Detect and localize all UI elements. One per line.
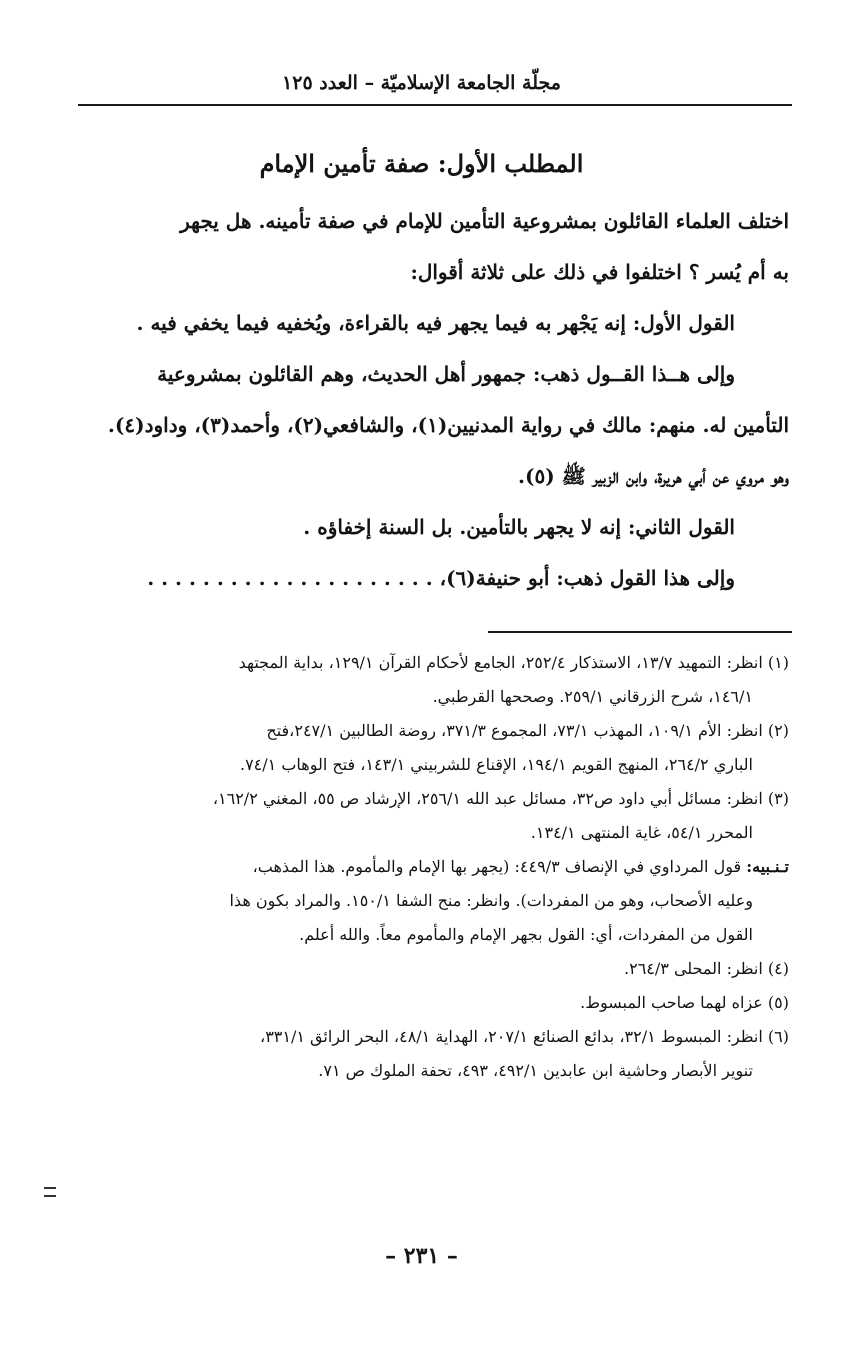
- footnote-line: (١) انظر: التمهيد ١٣/٧، الاستذكار ٢٥٢/٤، الجامع لأحكام القرآن ١٢٩/١، بداية المجتهد: [238, 653, 789, 672]
- footnote-note-text: قول المرداوي في الإنصاف ٤٤٩/٣: (يجهر بها الإمام والمأموم. هذا المذهب،: [252, 857, 747, 876]
- footnote-note-label: تـنـبيه:: [746, 857, 789, 876]
- footnote-line: تنوير الأبصار وحاشية ابن عابدين ٤٩٢/١، ٤٩٣، تحفة الملوك ص ٧١.: [318, 1061, 753, 1080]
- footnote-line: (٣) انظر: مسائل أبي داود ص٣٢، مسائل عبد الله ٢٥٦/١، الإرشاد ص ٥٥، المغني ١٦٢/٢،: [212, 789, 789, 808]
- footnotes: [54, 646, 789, 1088]
- body-line: به أم يُسر ؟ اختلفوا في ذلك على ثلاثة أقوال:: [410, 260, 789, 284]
- body-line: اختلف العلماء القائلون بمشروعية التأمين للإمام في صفة تأمينه. هل يجهر: [180, 209, 789, 233]
- running-header: مجلّة الجامعة الإسلاميّة – العدد ١٢٥: [282, 72, 561, 94]
- footnote-note-line: [54, 850, 789, 884]
- header-rule: [78, 104, 792, 106]
- footnote-line: المحرر ٥٤/١، غاية المنتهى ١٣٤/١.: [530, 823, 753, 842]
- footnote-line: (٢) انظر: الأم ١٠٩/١، المهذب ٧٣/١، المجموع ٣٧١/٣، روضة الطالبين ٢٤٧/١،فتح: [266, 721, 789, 740]
- page-number: – ٢٣١ –: [385, 1243, 458, 1269]
- body-line: وإلى هــذا القــول ذهب: جمهور أهل الحديث، وهم القائلون بمشروعية: [157, 362, 735, 386]
- body-line: التأمين له. منهم: مالك في رواية المدنيين(١)، والشافعي(٢)، وأحمد(٣)، وداود(٤).: [107, 413, 789, 437]
- footnote-line: الباري ٢٦٤/٢، المنهج القويم ١٩٤/١، الإقناع للشربيني ١٤٣/١، فتح الوهاب ٧٤/١.: [239, 755, 753, 774]
- footnote-line: وعليه الأصحاب، وهو من المفردات). وانظر: منح الشفا ١٥٠/١. والمراد بكون هذا: [229, 891, 753, 910]
- body-line: القول الثاني: إنه لا يجهر بالتأمين. بل السنة إخفاؤه .: [303, 515, 735, 539]
- footnote-line: (٦) انظر: المبسوط ٣٢/١، بدائع الصنائع ٢٠٧/١، الهداية ٤٨/١، البحر الرائق ٣٣١/١،: [260, 1027, 789, 1046]
- footnote-line: القول من المفردات، أي: القول بجهر الإمام والمأموم معاً. والله أعلم.: [299, 925, 753, 944]
- margin-mark: [44, 1187, 56, 1197]
- footnote-line: (٥) عزاه لهما صاحب المبسوط.: [580, 993, 789, 1012]
- footnote-line: ١٤٦/١، شرح الزرقاني ٢٥٩/١. وصححها القرطبي.: [432, 687, 753, 706]
- body-line: وإلى هذا القول ذهب: أبو حنيفة(٦)، . . . . . . . . . . . . . . . . . . . . .: [147, 566, 735, 590]
- body-line: القول الأول: إنه يَجْهر به فيما يجهر فيه بالقراءة، ويُخفيه فيما يخفي فيه .: [136, 311, 735, 335]
- section-title: المطلب الأول: صفة تأمين الإمام: [259, 149, 584, 178]
- footnote-line: (٤) انظر: المحلى ٢٦٤/٣.: [624, 959, 789, 978]
- body-text: [54, 196, 789, 604]
- body-line: وهو مروي عن أبي هريرة، وابن الزبير ﷺ (٥).: [518, 464, 789, 488]
- footnote-separator: [488, 631, 792, 633]
